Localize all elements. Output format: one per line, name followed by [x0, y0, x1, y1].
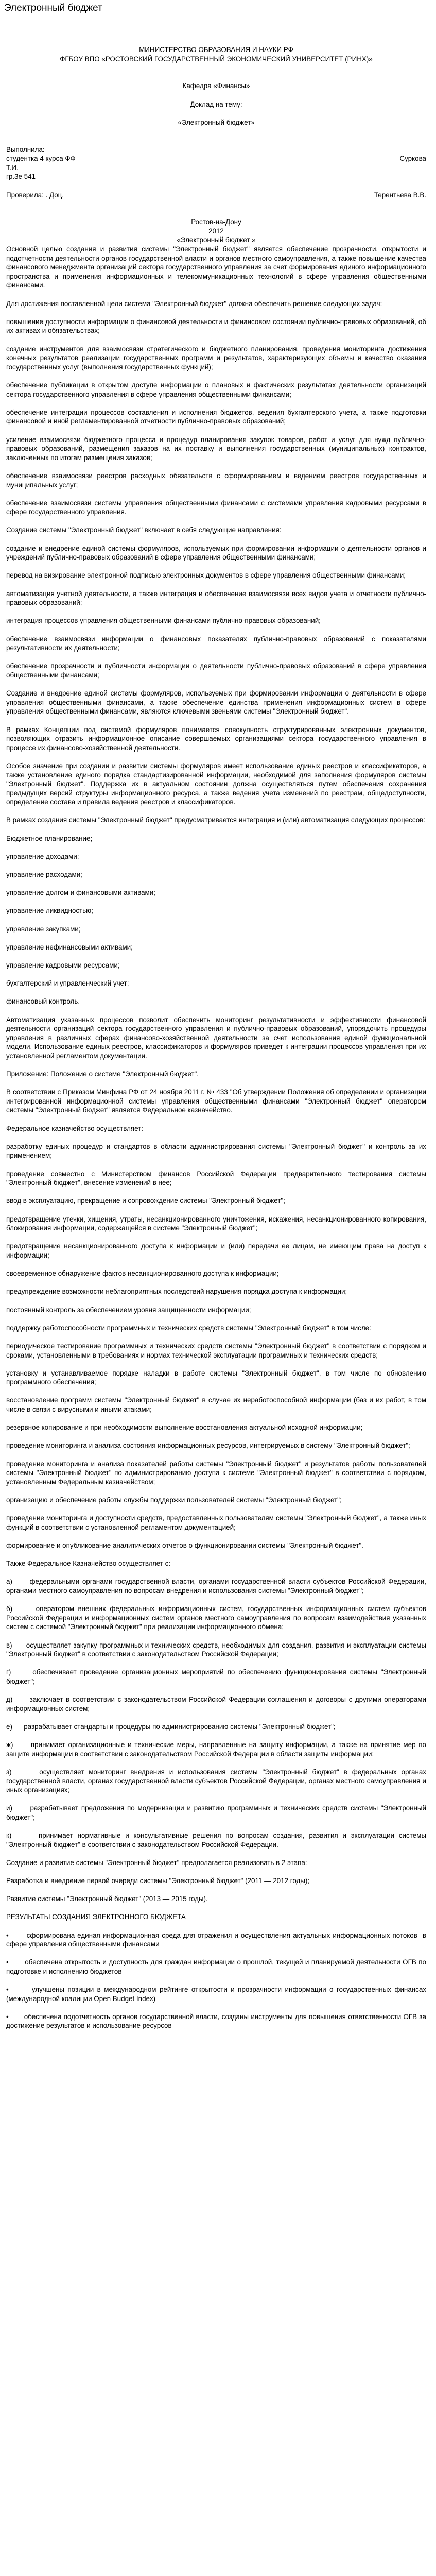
- paragraph: проведение совместно с Министерством финансов Российской Федерации предварительного тестирования системы "Электронный бюджет", внесение изменений в нее;: [6, 1170, 428, 1187]
- paragraph: • улучшены позиции в международном рейтинге открытости и прозрачности информации о государственных финансах (международной коалиции Open Budget Index): [6, 1986, 428, 2003]
- paragraph: Бюджетное планирование;: [6, 834, 93, 842]
- paragraph: предотвращение несанкционированного доступа к информации и (или) передачи ее лицам, не имеющим права на доступ к информации;: [6, 1242, 428, 1259]
- paragraph: предупреждение возможности неблагоприятных последствий нарушения порядка доступа к информации;: [6, 1287, 347, 1296]
- paragraph: В рамках Концепции под системой формуляров понимается совокупность структурированных электронных документов, позволяющих отразить информационное описание совершаемых организациями сектора государственного управления в процессе их финансово-хозяйственной деятельности.: [6, 725, 428, 752]
- paragraph: д) заключает в соответствии с законодательством Российской Федерации соглашения и договоры с другими операторами информационных систем;: [6, 1696, 428, 1713]
- paragraph-list: [6, 245, 426, 2030]
- paragraph: Создание и внедрение единой системы формуляров, используемых при формировании информации о деятельности в сфере управления общественными финансами, а также обеспечение единства применения информационных систем в сфере управления общественными финансами, являются ключевыми звеньями системы "Электронный бюджет".: [6, 689, 428, 716]
- paragraph: Создание системы "Электронный бюджет" включает в себя следующие направления:: [6, 526, 282, 534]
- paragraph: обеспечение взаимосвязи информации о финансовых показателях публично-правовых образований с показателями результативности их деятельности;: [6, 635, 428, 652]
- paragraph: а) федеральными органами государственной власти, органами государственной власти субъектов Российской Федерации, органами местного самоуправления по вопросам внедрения и использования системы "Электронный бюджет";: [6, 1578, 428, 1595]
- title-repeat: «Электронный бюджет »: [177, 236, 256, 244]
- paragraph: и) разрабатывает предложения по модернизации и развитию программных и технических средств системы "Электронный бюджет";: [6, 1804, 428, 1821]
- paragraph: В соответствии с Приказом Минфина РФ от 24 ноября 2011 г. № 433 "Об утверждении Положения об определении и организации интегрированной информационной системы управления общественными финансами "Электронный бюджет" оператором системы "Электронный бюджет" является Федеральное казначейство.: [6, 1088, 428, 1114]
- checker-name: Терентьева В.В.: [374, 191, 426, 199]
- paragraph: Создание и развитие системы "Электронный бюджет" предполагается реализовать в 2 этапа:: [6, 1858, 307, 1867]
- paragraph: обеспечение прозрачности и публичности информации о деятельности публично-правовых образований в сфере управления общественными финансами;: [6, 662, 428, 679]
- paragraph: Особое значение при создании и развитии системы формуляров имеет использование единых реестров и классификаторов, а также установление единого порядка стандартизированной информации, необходимой для заполнения формуляров системы "Электронный бюджет". Поддержка их в актуальном состоянии должна осуществляться путем обеспечения сохранения предыдущих версий структуры информационного ресурса, а также ведения учета изменений по реестрам, общедоступности, определение состава и правила ведения реестров и классификаторов.: [6, 761, 428, 806]
- paragraph: обеспечение взаимосвязи системы управления общественными финансами с системами управления кадровыми ресурсами в сфере государственного управления.: [6, 499, 428, 516]
- paragraph: формирование и опубликование аналитических отчетов о функционировании системы "Электронный бюджет".: [6, 1541, 363, 1549]
- paragraph: В рамках создания системы "Электронный бюджет" предусматривается интеграция и (или) автоматизация следующих процессов:: [6, 816, 425, 824]
- paragraph: в) осуществляет закупку программных и технических средств, необходимых для создания, развития и эксплуатации системы "Электронный бюджет" в соответствии с законодательством Российской Федерации;: [6, 1641, 428, 1658]
- paragraph: финансовый контроль.: [6, 997, 80, 1006]
- paragraph: периодическое тестирование программных и технических средств системы "Электронный бюджет" в соответствии с порядком и сроками, установленными в требованиях и нормах технической эксплуатации программных и технических средств;: [6, 1342, 428, 1359]
- city: Ростов-на-Дону: [191, 218, 241, 226]
- paragraph: проведение мониторинга и анализа состояния информационных ресурсов, интегрируемых в систему "Электронный бюджет";: [6, 1442, 410, 1450]
- paragraph: усиление взаимосвязи бюджетного процесса и процедур планирования закупок товаров, работ и услуг для нужд публично-правовых образований, размещения заказов на их поставку и выполнения государственных (муниципальных) контрактов, заключенных по итогам размещения заказов;: [6, 435, 428, 462]
- paragraph: бухгалтерский и управленческий учет;: [6, 979, 129, 988]
- paragraph: управление долгом и финансовыми активами;: [6, 889, 155, 897]
- student-group: гр.3е 541: [6, 173, 36, 181]
- paragraph: ж) принимает организационные и технические меры, направленные на защиту информации, а также на принятие мер по защите информации в соответствии с законодательством Российской Федерации в области защиты информации;: [6, 1741, 428, 1758]
- paragraph: • сформирована единая информационная среда для отражения и осуществления актуальных информационных потоков в сфере управления общественными финансами: [6, 1931, 428, 1948]
- paragraph: г) обеспечивает проведение организационных мероприятий по обеспечению функционирования системы "Электронный бюджет";: [6, 1668, 428, 1685]
- paragraph: интеграция процессов управления общественными финансами публично-правовых образований;: [6, 617, 321, 625]
- paragraph: е) разрабатывает стандарты и процедуры по администрированию системы "Электронный бюджет";: [6, 1722, 336, 1731]
- student-line: студентка 4 курса ФФ: [6, 155, 76, 163]
- paragraph: разработку единых процедур и стандартов в области администрирования системы "Электронный бюджет" и контроль за их применением;: [6, 1142, 428, 1160]
- paragraph: установку и устанавливаемое порядке наладки в работе системы "Электронный бюджет", в том числе по обновлению программного обеспечения;: [6, 1369, 428, 1386]
- paragraph: резервное копирование и при необходимости выполнение восстановления актуальной исходной информации;: [6, 1423, 363, 1432]
- paragraph: обеспечение интеграции процессов составления и исполнения бюджетов, ведения бухгалтерского учета, а также подготовки финансовой и иной регламентированной отчетности публично-правовых образований;: [6, 408, 428, 426]
- paragraph: Также Федеральное Казначейство осуществляет с:: [6, 1560, 171, 1568]
- checked-label: Проверила: . Доц.: [6, 191, 64, 199]
- paragraph: РЕЗУЛЬТАТЫ СОЗДАНИЯ ЭЛЕКТРОННОГО БЮДЖЕТА: [6, 1913, 186, 1921]
- department-name: Кафедра «Финансы»: [182, 82, 250, 90]
- paragraph: к) принимает нормативные и консультативные решения по вопросам создания, развития и эксплуатации системы "Электронный бюджет" в соответствии с законодательством Российской Федерации.: [6, 1831, 428, 1849]
- paragraph: • обеспечена открытость и доступность для граждан информации о прошлой, текущей и планируемой деятельности ОГВ по подготовке и исполнению бюджетов: [6, 1958, 428, 1975]
- paragraph: Федеральное казначейство осуществляет:: [6, 1124, 143, 1132]
- paragraph: б) оператором внешних федеральных информационных систем, государственных информационных систем субъектов Российской Федерации и информационных систем органов местного самоуправления по вопросам взаимодействия указанных систем с системой "Электронный бюджет" при реализации информационного обмена;: [6, 1605, 428, 1631]
- paragraph: управление расходами;: [6, 871, 82, 879]
- paragraph: з) осуществляет мониторинг внедрения и использования системы "Электронный бюджет" в федеральных органах государственной власти, органах государственной власти субъектов Российской Федерации, органах местного самоуправления и иных организациях;: [6, 1768, 428, 1794]
- paragraph: поддержку работоспособности программных и технических средств системы "Электронный бюджет" в том числе:: [6, 1324, 371, 1332]
- paragraph: организацию и обеспечение работы службы поддержки пользователей системы "Электронный бюджет";: [6, 1496, 342, 1504]
- paragraph: управление кадровыми ресурсами;: [6, 961, 120, 969]
- paragraph: обеспечение взаимосвязи реестров расходных обязательств с сформированием и ведением реестров государственных и муниципальных услуг;: [6, 471, 428, 489]
- student-row: [6, 154, 426, 163]
- document-body: [6, 45, 426, 2576]
- paragraph: Для достижения поставленной цели система "Электронный бюджет" должна обеспечить решение следующих задач:: [6, 299, 382, 308]
- paragraph: проведение мониторинга и анализа показателей работы системы "Электронный бюджет" и результатов работы пользователей системы "Электронный бюджет" по администрированию доступа к системе "Электронный бюджет" в соответствии с порядком, установленным Федеральным казначейством;: [6, 1460, 428, 1486]
- paragraph: управление закупками;: [6, 925, 81, 933]
- paragraph: постоянный контроль за обеспечением уровня защищенности информации;: [6, 1306, 251, 1314]
- year: 2012: [208, 227, 224, 235]
- paragraph: Развитие системы "Электронный бюджет" (2013 — 2015 годы).: [6, 1895, 208, 1903]
- paragraph: • обеспечена подотчетность органов государственной власти, созданы инструменты для повышения ответственности ОГВ за достижение результатов и использование ресурсов: [6, 2012, 428, 2030]
- work-type: Доклад на тему:: [190, 100, 242, 108]
- paragraph: восстановление программ системы "Электронный бюджет" в случае их неработоспособной информации (баз и их работ, в том числе в связи с вирусными и иными атаками;: [6, 1396, 428, 1414]
- paragraph: Приложение: Положение о системе "Электронный бюджет".: [6, 1070, 199, 1078]
- paragraph: Основной целью создания и развития системы "Электронный бюджет" является обеспечение прозрачности, открытости и подотчетности деятельности органов государственной власти и органов местного самоуправления, а также повышение качества финансового менеджмента организаций сектора государственного управления за счет формирования единого информационного пространства и применения информационных и телекоммуникационных технологий в сфере управления общественными финансами.: [6, 245, 428, 290]
- page-title: Электронный бюджет: [4, 3, 102, 13]
- paragraph: повышение доступности информации о финансовой деятельности и финансовом состоянии публично-правовых образований, об их активах и обязательствах;: [6, 317, 428, 335]
- paragraph: перевод на визирование электронной подписью электронных документов в сфере управления общественными финансами;: [6, 571, 406, 580]
- paragraph: Разработка и внедрение первой очереди системы "Электронный бюджет" (2011 — 2012 годы);: [6, 1876, 310, 1885]
- paragraph: создание инструментов для взаимосвязи стратегического и бюджетного планирования, проведения мониторинга достижения конечных результатов реализации государственных программ и результатов, характеризующих объемы и качество оказания государственных услуг (выполнения государственных функций);: [6, 345, 428, 371]
- student-surname: Суркова: [399, 155, 426, 163]
- ministry-name: МИНИСТЕРСТВО ОБРАЗОВАНИЯ И НАУКИ РФ: [139, 46, 293, 54]
- student-initials: Т.И.: [6, 163, 19, 172]
- performed-label: Выполнила:: [6, 145, 45, 154]
- paragraph: Автоматизация указанных процессов позволит обеспечить мониторинг результативности и эффективности финансовой деятельности организаций сектора государственного управления и публично-правовых образований, упорядочить процедуры управления в различных сферах финансово-хозяйственной деятельности за счет использования единой функциональной модели. Использование единых реестров, классификаторов и формуляров приведет к интеграции процессов управления при их установленной регламентом документации.: [6, 1015, 428, 1060]
- paragraph: управление ликвидностью;: [6, 907, 93, 915]
- paragraph: управление нефинансовыми активами;: [6, 943, 133, 951]
- paragraph: своевременное обнаружение фактов несанкционированного доступа к информации;: [6, 1269, 279, 1278]
- paragraph: автоматизация учетной деятельности, а также интеграция и обеспечение взаимосвязи всех видов учета и отчетности публично-правовых образований;: [6, 589, 426, 607]
- university-name: ФГБОУ ВПО «РОСТОВСКИЙ ГОСУДАРСТВЕННЫЙ ЭКОНОМИЧЕСКИЙ УНИВЕРСИТЕТ (РИНХ)»: [60, 55, 373, 63]
- paragraph: управление доходами;: [6, 852, 79, 860]
- paragraph: проведение мониторинга и доступности средств, предоставленных пользователям системы "Электронный бюджет", а также иных функций в соответствии с установленной регламентом документацией;: [6, 1514, 428, 1531]
- checker-row: [6, 191, 426, 200]
- paragraph: ввод в эксплуатацию, прекращение и сопровождение системы "Электронный бюджет";: [6, 1197, 285, 1205]
- paragraph: обеспечение публикации в открытом доступе информации о плановых и фактических результатах деятельности организаций сектора государственного управления в сфере управления общественными финансами;: [6, 381, 428, 398]
- paragraph: предотвращение утечки, хищения, утраты, несанкционированного уничтожения, искажения, несанкционированного копирования, блокирования информации, содержащейся в системе "Электронный бюджет";: [6, 1215, 428, 1232]
- report-topic: «Электронный бюджет»: [178, 118, 255, 126]
- paragraph: создание и внедрение единой системы формуляров, используемых при формировании информации о деятельности органов и учреждений публично-правовых образований в сфере управления общественными финансами;: [6, 544, 428, 562]
